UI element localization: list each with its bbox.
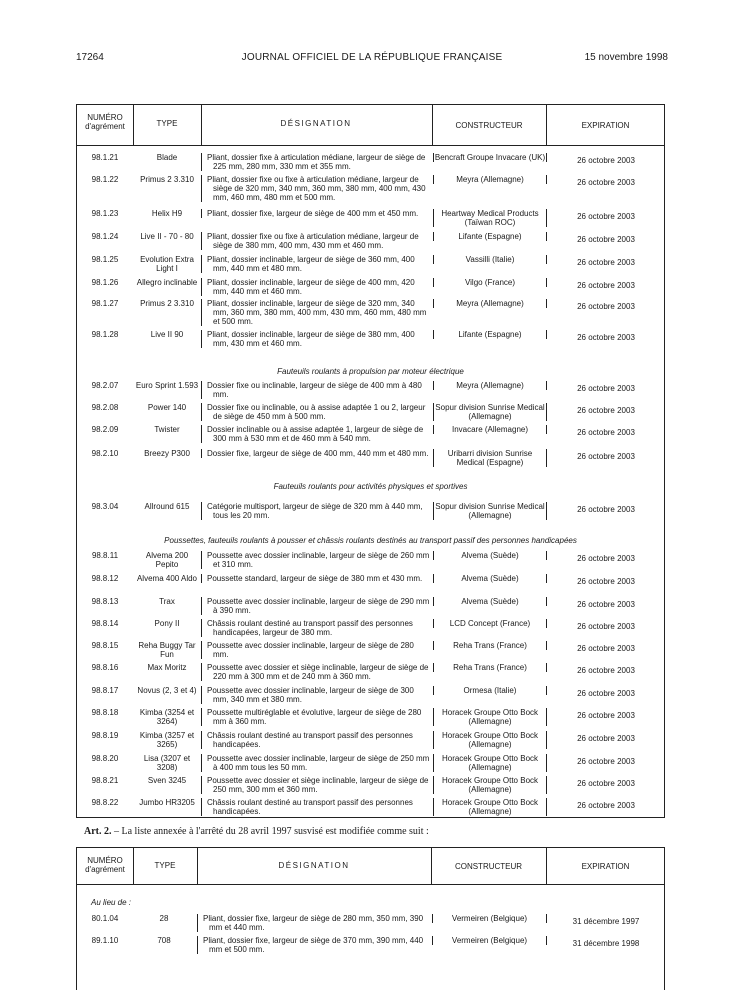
constructeur-cell: Reha Trans (France)	[433, 663, 547, 672]
approval-number: 98.3.04	[91, 502, 119, 511]
column-header-numero: NUMÉRO d'agrément	[85, 856, 125, 874]
expiration-cell: 26 octobre 2003	[577, 779, 635, 788]
section-heading-electric: Fauteuils roulants à propulsion par moteur électrique	[277, 367, 464, 376]
designation-cell: Pliant, dossier inclinable, largeur de siège de 380 mm, 400 mm, 430 mm et 460 mm.	[201, 330, 431, 348]
constructeur-cell: Alvema (Suède)	[433, 597, 547, 606]
approval-number: 98.2.07	[91, 381, 119, 390]
type-cell: Trax	[159, 597, 175, 606]
expiration-cell: 26 octobre 2003	[577, 156, 635, 165]
expiration-cell: 26 octobre 2003	[577, 689, 635, 698]
approval-number: 98.8.14	[91, 619, 119, 628]
column-header-numero: NUMÉRO d'agrément	[85, 113, 125, 131]
publication-date: 15 novembre 1998	[584, 52, 668, 63]
type-cell: Allround 615	[144, 502, 190, 511]
expiration-cell: 26 octobre 2003	[577, 178, 635, 187]
approval-number: 98.8.21	[91, 776, 119, 785]
approval-number: 98.1.22	[91, 175, 119, 184]
designation-cell: Pliant, dossier fixe, largeur de siège de 280 mm, 350 mm, 390 mm et 440 mm.	[197, 914, 429, 932]
approval-number: 98.8.20	[91, 754, 119, 763]
type-cell: 28	[159, 914, 169, 923]
approval-number: 98.1.26	[91, 278, 119, 287]
constructeur-cell: Sopur division Sunrise Medical (Allemagne)	[433, 403, 547, 421]
approval-number: 98.8.15	[91, 641, 119, 650]
type-cell: Pony II	[154, 619, 180, 628]
type-cell: Blade	[156, 153, 178, 162]
type-cell: 708	[157, 936, 171, 945]
type-cell: Kimba (3257 et 3265)	[139, 731, 195, 749]
approval-number: 98.1.24	[91, 232, 119, 241]
type-cell: Evolution Extra Light I	[140, 255, 194, 273]
designation-cell: Pliant, dossier fixe ou fixe à articulation médiane, largeur de siège de 320 mm, 340 mm, 360 mm, 380 mm, 400 mm, 430 mm, 460 mm, 480 mm et 500 mm.	[201, 175, 431, 202]
expiration-cell: 26 octobre 2003	[577, 734, 635, 743]
type-cell: Live II 90	[150, 330, 184, 339]
expiration-cell: 26 octobre 2003	[577, 622, 635, 631]
expiration-cell: 26 octobre 2003	[577, 505, 635, 514]
designation-cell: Poussette avec dossier inclinable, largeur de siège de 250 mm à 400 mm tous les 50 mm.	[201, 754, 431, 772]
type-cell: Allegro inclinable	[136, 278, 198, 287]
designation-cell: Poussette avec dossier et siège inclinable, largeur de siège de 220 mm à 300 mm et de 240 mm à 360 mm.	[201, 663, 431, 681]
type-cell: Power 140	[147, 403, 187, 412]
expiration-cell: 26 octobre 2003	[577, 333, 635, 342]
constructeur-cell: Vermeiren (Belgique)	[432, 914, 547, 923]
designation-cell: Poussette avec dossier inclinable, largeur de siège de 290 mm à 390 mm.	[201, 597, 431, 615]
constructeur-cell: Alvema (Suède)	[433, 551, 547, 560]
constructeur-cell: Horacek Groupe Otto Bock (Allemagne)	[433, 754, 547, 772]
column-header-constructeur: CONSTRUCTEUR	[454, 862, 523, 871]
constructeur-cell: Vassilli (Italie)	[433, 255, 547, 264]
amendment-table	[76, 847, 665, 990]
type-cell: Jumbo HR3205	[139, 798, 195, 807]
designation-cell: Poussette avec dossier inclinable, largeur de siège de 260 mm et 310 mm.	[201, 551, 431, 569]
type-cell: Max Moritz	[147, 663, 187, 672]
page-number: 17264	[76, 52, 104, 63]
expiration-cell: 26 octobre 2003	[577, 600, 635, 609]
expiration-cell: 26 octobre 2003	[577, 577, 635, 586]
approval-number: 98.2.10	[91, 449, 119, 458]
expiration-cell: 26 octobre 2003	[577, 711, 635, 720]
approval-number: 98.8.16	[91, 663, 119, 672]
designation-cell: Dossier fixe ou inclinable, largeur de siège de 400 mm à 480 mm.	[201, 381, 431, 399]
expiration-cell: 26 octobre 2003	[577, 281, 635, 290]
approval-number: 98.8.22	[91, 798, 119, 807]
type-cell: Live II - 70 - 80	[140, 232, 194, 241]
type-cell: Primus 2 3.310	[140, 175, 194, 184]
constructeur-cell: Meyra (Allemagne)	[433, 175, 547, 184]
designation-cell: Pliant, dossier fixe, largeur de siège de 370 mm, 390 mm, 440 mm et 500 mm.	[197, 936, 429, 954]
designation-cell: Dossier fixe, largeur de siège de 400 mm, 440 mm et 480 mm.	[201, 449, 431, 458]
page-header	[76, 52, 668, 68]
type-cell: Euro Sprint 1.593	[135, 381, 199, 390]
designation-cell: Pliant, dossier inclinable, largeur de siège de 400 mm, 420 mm, 440 mm et 460 mm.	[201, 278, 431, 296]
constructeur-cell: Invacare (Allemagne)	[433, 425, 547, 434]
article-label: Art. 2.	[84, 826, 112, 837]
column-header-expiration: EXPIRATION	[581, 862, 630, 871]
approval-number: 98.1.25	[91, 255, 119, 264]
designation-cell: Pliant, dossier inclinable, largeur de siège de 320 mm, 340 mm, 360 mm, 380 mm, 400 mm, 430 mm, 460 mm, 480 mm et 500 mm.	[201, 299, 431, 326]
constructeur-cell: Horacek Groupe Otto Bock (Allemagne)	[433, 798, 547, 816]
approval-number: 98.1.28	[91, 330, 119, 339]
column-header-constructeur: CONSTRUCTEUR	[455, 121, 523, 130]
type-cell: Novus (2, 3 et 4)	[137, 686, 197, 695]
constructeur-cell: Ormesa (Italie)	[433, 686, 547, 695]
expiration-cell: 26 octobre 2003	[577, 554, 635, 563]
expiration-cell: 26 octobre 2003	[577, 757, 635, 766]
section-heading-strollers: Poussettes, fauteuils roulants à pousser et châssis roulants destinés au transport passif des personnes handicapées	[164, 536, 577, 545]
constructeur-cell: Uribarri division Sunrise Medical (Espagne)	[433, 449, 547, 467]
column-header-designation: DÉSIGNATION	[280, 119, 352, 128]
type-cell: Breezy P300	[144, 449, 190, 458]
expiration-cell: 26 octobre 2003	[577, 801, 635, 810]
expiration-cell: 26 octobre 2003	[577, 406, 635, 415]
expiration-cell: 26 octobre 2003	[577, 428, 635, 437]
constructeur-cell: Lifante (Espagne)	[433, 330, 547, 339]
constructeur-cell: Bencraft Groupe Invacare (UK)	[434, 153, 546, 162]
designation-cell: Poussette avec dossier inclinable, largeur de siège de 300 mm, 340 mm et 380 mm.	[201, 686, 431, 704]
expiration-cell: 31 décembre 1997	[572, 917, 640, 926]
constructeur-cell: LCD Concept (France)	[433, 619, 547, 628]
constructeur-cell: Meyra (Allemagne)	[433, 381, 547, 390]
type-cell: Kimba (3254 et 3264)	[139, 708, 195, 726]
approval-number: 98.1.21	[91, 153, 119, 162]
type-cell: Helix H9	[151, 209, 183, 218]
type-cell: Alvema 200 Pepito	[145, 551, 189, 569]
constructeur-cell: Vilgo (France)	[433, 278, 547, 287]
constructeur-cell: Meyra (Allemagne)	[433, 299, 547, 308]
expiration-cell: 26 octobre 2003	[577, 452, 635, 461]
designation-cell: Châssis roulant destiné au transport passif des personnes handicapées.	[201, 731, 431, 749]
approval-number: 98.8.11	[91, 551, 119, 560]
approval-number: 89.1.10	[91, 936, 119, 945]
type-cell: Sven 3245	[147, 776, 187, 785]
type-cell: Lisa (3207 et 3208)	[143, 754, 191, 772]
type-cell: Reha Buggy Tar Fun	[138, 641, 196, 659]
designation-cell: Châssis roulant destiné au transport passif des personnes handicapées, largeur de 380 mm.	[201, 619, 431, 637]
constructeur-cell: Horacek Groupe Otto Bock (Allemagne)	[433, 708, 547, 726]
constructeur-cell: Alvema (Suède)	[433, 574, 547, 583]
expiration-cell: 26 octobre 2003	[577, 302, 635, 311]
section-heading-sport: Fauteuils roulants pour activités physiques et sportives	[273, 482, 468, 491]
designation-cell: Dossier fixe ou inclinable, ou à assise adaptée 1 ou 2, largeur de siège de 450 mm à 500 mm.	[201, 403, 431, 421]
expiration-cell: 26 octobre 2003	[577, 235, 635, 244]
designation-cell: Poussette avec dossier et siège inclinable, largeur de siège de 250 mm, 300 mm et 360 mm.	[201, 776, 431, 794]
article-2	[84, 826, 429, 837]
type-cell: Primus 2 3.310	[140, 299, 194, 308]
au-lieu-de-label: Au lieu de :	[91, 898, 132, 907]
journal-title: JOURNAL OFFICIEL DE LA RÉPUBLIQUE FRANÇAISE	[241, 52, 503, 63]
designation-cell: Châssis roulant destiné au transport passif des personnes handicapées.	[201, 798, 431, 816]
expiration-cell: 26 octobre 2003	[577, 258, 635, 267]
approval-number: 98.8.13	[91, 597, 119, 606]
column-header-expiration: EXPIRATION	[581, 121, 630, 130]
designation-cell: Pliant, dossier fixe ou fixe à articulation médiane, largeur de siège de 380 mm, 400 mm, 430 mm et 460 mm.	[201, 232, 431, 250]
approval-table	[76, 104, 665, 818]
designation-cell: Pliant, dossier inclinable, largeur de siège de 360 mm, 400 mm, 440 mm et 480 mm.	[201, 255, 431, 273]
designation-cell: Pliant, dossier fixe à articulation médiane, largeur de siège de 225 mm, 280 mm, 330 mm et 355 mm.	[201, 153, 431, 171]
approval-number: 98.8.17	[91, 686, 119, 695]
expiration-cell: 31 décembre 1998	[572, 939, 640, 948]
constructeur-cell: Heartway Medical Products (Taïwan ROC)	[433, 209, 547, 227]
approval-number: 98.8.18	[91, 708, 119, 717]
approval-number: 98.8.12	[91, 574, 119, 583]
constructeur-cell: Horacek Groupe Otto Bock (Allemagne)	[433, 776, 547, 794]
column-header-type: TYPE	[154, 861, 176, 870]
column-header-type: TYPE	[156, 119, 178, 128]
designation-cell: Poussette avec dossier inclinable, largeur de siège de 280 mm.	[201, 641, 431, 659]
article-text: – La liste annexée à l'arrêté du 28 avril 1997 susvisé est modifiée comme suit :	[111, 826, 429, 837]
approval-number: 98.2.08	[91, 403, 119, 412]
approval-number: 98.8.19	[91, 731, 119, 740]
approval-number: 98.2.09	[91, 425, 119, 434]
approval-number: 98.1.27	[91, 299, 119, 308]
designation-cell: Dossier inclinable ou à assise adaptée 1, largeur de siège de 300 mm à 530 mm et de 460 mm à 540 mm.	[201, 425, 431, 443]
constructeur-cell: Lifante (Espagne)	[433, 232, 547, 241]
approval-number: 98.1.23	[91, 209, 119, 218]
constructeur-cell: Vermeiren (Belgique)	[432, 936, 547, 945]
designation-cell: Poussette multiréglable et évolutive, largeur de siège de 280 mm à 360 mm.	[201, 708, 431, 726]
constructeur-cell: Sopur division Sunrise Medical (Allemagne)	[433, 502, 547, 520]
designation-cell: Pliant, dossier fixe, largeur de siège de 400 mm et 450 mm.	[201, 209, 431, 218]
constructeur-cell: Reha Trans (France)	[433, 641, 547, 650]
type-cell: Twister	[154, 425, 180, 434]
constructeur-cell: Horacek Groupe Otto Bock (Allemagne)	[433, 731, 547, 749]
expiration-cell: 26 octobre 2003	[577, 644, 635, 653]
expiration-cell: 26 octobre 2003	[577, 212, 635, 221]
designation-cell: Poussette standard, largeur de siège de 380 mm et 430 mm.	[201, 574, 431, 583]
expiration-cell: 26 octobre 2003	[577, 384, 635, 393]
approval-number: 80.1.04	[91, 914, 119, 923]
column-header-designation: DÉSIGNATION	[278, 861, 350, 870]
type-cell: Alvema 400 Aldo	[136, 574, 198, 583]
expiration-cell: 26 octobre 2003	[577, 666, 635, 675]
designation-cell: Catégorie multisport, largeur de siège de 320 mm à 440 mm, tous les 20 mm.	[201, 502, 431, 520]
